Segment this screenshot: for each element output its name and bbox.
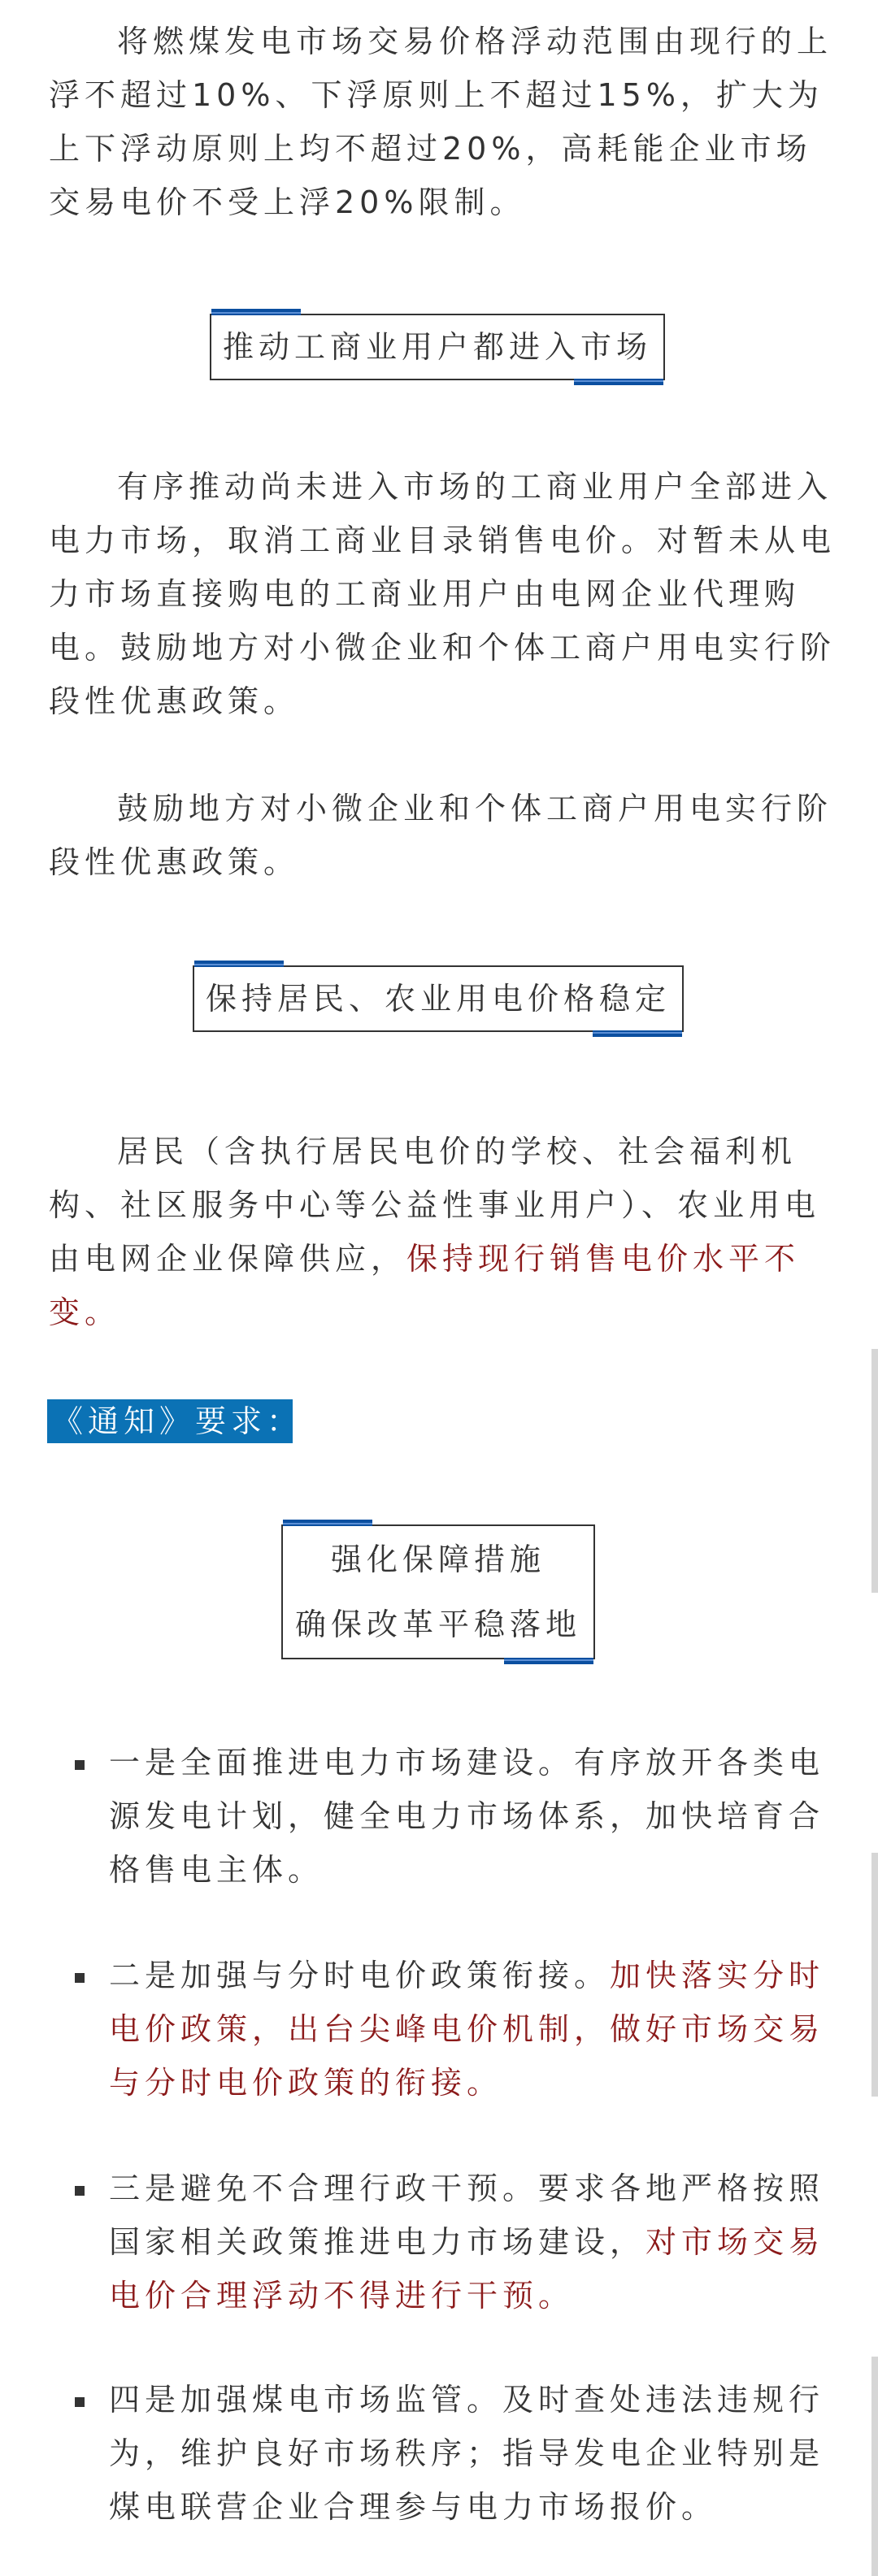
heading-accent-top [283,1520,372,1526]
heading-accent-top [194,961,284,967]
list-item-time-of-use [109,1949,841,2110]
paragraph-price-range [49,15,837,229]
paragraph-text: 鼓励地方对小微企业和个体工商户用电实行阶段性优惠政策。 [49,791,833,880]
heading-accent-bottom [504,1658,593,1664]
bullet-marker [75,1973,85,1983]
list-item-text: 一是全面推进电力市场建设。有序放开各类电源发电计划，健全电力市场体系，加快培育合格售电主体。 [109,1745,825,1888]
bullet-marker [75,1760,85,1770]
section-heading-safeguards [281,1524,595,1659]
heading-text-line-1: 强化保障措施 [330,1542,545,1577]
list-item-text: 二是加强与分时电价政策衔接。 [109,1958,611,1993]
bullet-marker [75,2397,85,2407]
paragraph-small-business [49,782,837,889]
scrollbar-thumb[interactable] [871,1853,878,2097]
section-heading-residential-price [193,965,684,1032]
section-heading-commercial-users [210,314,665,380]
paragraph-text: 有序推动尚未进入市场的工商业用户全部进入电力市场，取消工商业目录销售电价。对暂未从电力市场直接购电的工商业用户由电网企业代理购电。鼓励地方对小微企业和个体工商户用电实行阶段性优惠政策。 [49,469,837,719]
list-item-market-construction [109,1736,841,1897]
paragraph-text: 将燃煤发电市场交易价格浮动范围由现行的上浮不超过10%、下浮原则上不超过15%，扩大为上下浮动原则上均不超过20%，高耗能企业市场交易电价不受上浮20%限制。 [49,24,833,220]
notice-requirements-tag [47,1399,303,1443]
heading-text: 保持居民、农业用电价格稳定 [205,981,671,1017]
scrollbar-thumb[interactable] [871,2357,878,2576]
list-item-emphasis: 加快落实分时电价政策，出台尖峰电价机制，做好市场交易与分时电价政策的衔接。 [109,1958,825,2101]
heading-accent-bottom [593,1030,682,1037]
heading-text-line-2: 确保改革平稳落地 [294,1607,581,1642]
list-item-coal-supervision [109,2373,841,2534]
list-item-text: 四是加强煤电市场监管。及时查处违法违规行为，维护良好市场秩序；指导发电企业特别是煤电联营企业合理参与电力市场报价。 [109,2382,825,2525]
list-item-text: 三是避免不合理行政干预。要求各地严格按照国家相关政策推进电力市场建设， [109,2171,825,2260]
paragraph-text: 居民（含执行居民电价的学校、社会福利机构、社区服务中心等公益性事业用户）、农业用电由电网企业保障供应， [49,1134,821,1277]
list-item-administrative-intervention [109,2162,841,2322]
bullet-marker [75,2186,85,2196]
paragraph-commercial-users [49,460,837,728]
scrollbar-thumb[interactable] [871,1349,878,1593]
list-item-emphasis: 对市场交易电价合理浮动不得进行干预。 [109,2224,825,2314]
paragraph-residential [49,1125,837,1339]
paragraph-emphasis: 保持现行销售电价水平不变。 [49,1241,801,1330]
tag-label: 《通知》要求： [52,1403,303,1439]
heading-accent-top [211,309,301,315]
heading-text: 推动工商业用户都进入市场 [222,329,652,365]
heading-accent-bottom [574,379,663,385]
